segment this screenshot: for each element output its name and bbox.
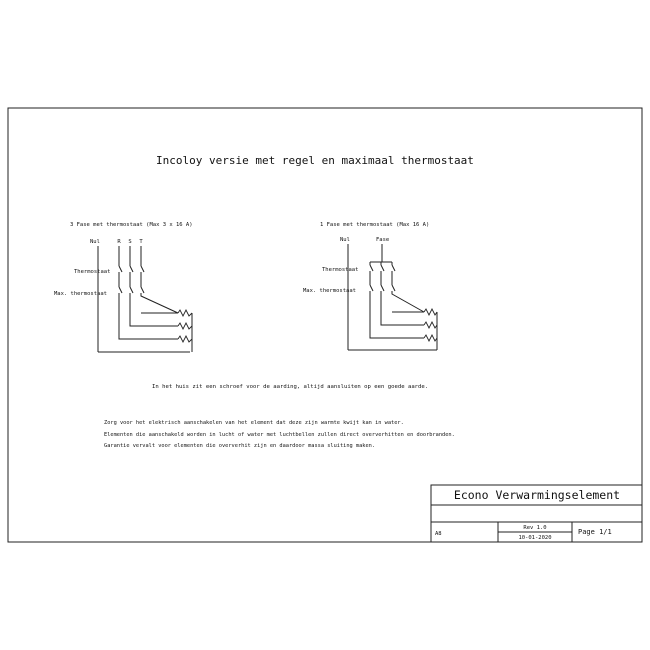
phase-label-s: S [128,239,132,245]
title-block-name: Econo Verwarmingselement [453,488,621,502]
three-phase-wiring [98,246,192,352]
phase-label-t: T [139,239,143,245]
title-block [431,485,642,542]
sheet-border [8,108,642,542]
one-phase-thermostat-label: Thermostaat [322,267,359,273]
one-phase-nul-label: Nul [340,237,350,243]
warning-line-2: Elementen die aanschakeld worden in lucht of water met luchtbellen zullen direct oververhitten en doorbranden. [104,432,455,438]
one-phase-max-thermostat-label: Max. thermostaat [303,288,356,294]
earth-note: In het huis zit een schroef voor de aarding, altijd aansluiten op een goede aarde. [152,384,429,390]
one-phase-wiring [348,244,437,350]
title-block-size: A8 [435,531,442,537]
title-block-date: 10-01-2020 [518,535,552,541]
title-block-page: Page 1/1 [578,528,612,536]
drawing-title: Incoloy versie met regel en maximaal thermostaat [156,154,474,167]
three-phase-max-thermostat-label: Max. thermostaat [54,291,107,297]
warning-line-3: Garantie vervalt voor elementen die oververhit zijn en daardoor massa sluiting maken. [104,443,376,449]
three-phase-nul-label: Nul [90,239,100,245]
warnings-block [104,420,455,449]
three-phase-heading: 3 Fase met thermostaat (Max 3 x 16 A) [70,222,193,228]
one-phase-fase-label: Fase [376,237,390,243]
three-phase-thermostat-label: Thermostaat [74,269,111,275]
title-block-rev: Rev 1.0 [523,525,547,531]
one-phase-heading: 1 Fase met thermostaat (Max 16 A) [320,222,430,228]
one-phase-diagram [303,222,437,350]
three-phase-diagram [54,222,193,352]
phase-label-r: R [117,239,121,245]
warning-line-1: Zorg voor het elektrisch aanschakelen van het element dat deze zijn warmte kwijt kan in water. [104,420,404,426]
